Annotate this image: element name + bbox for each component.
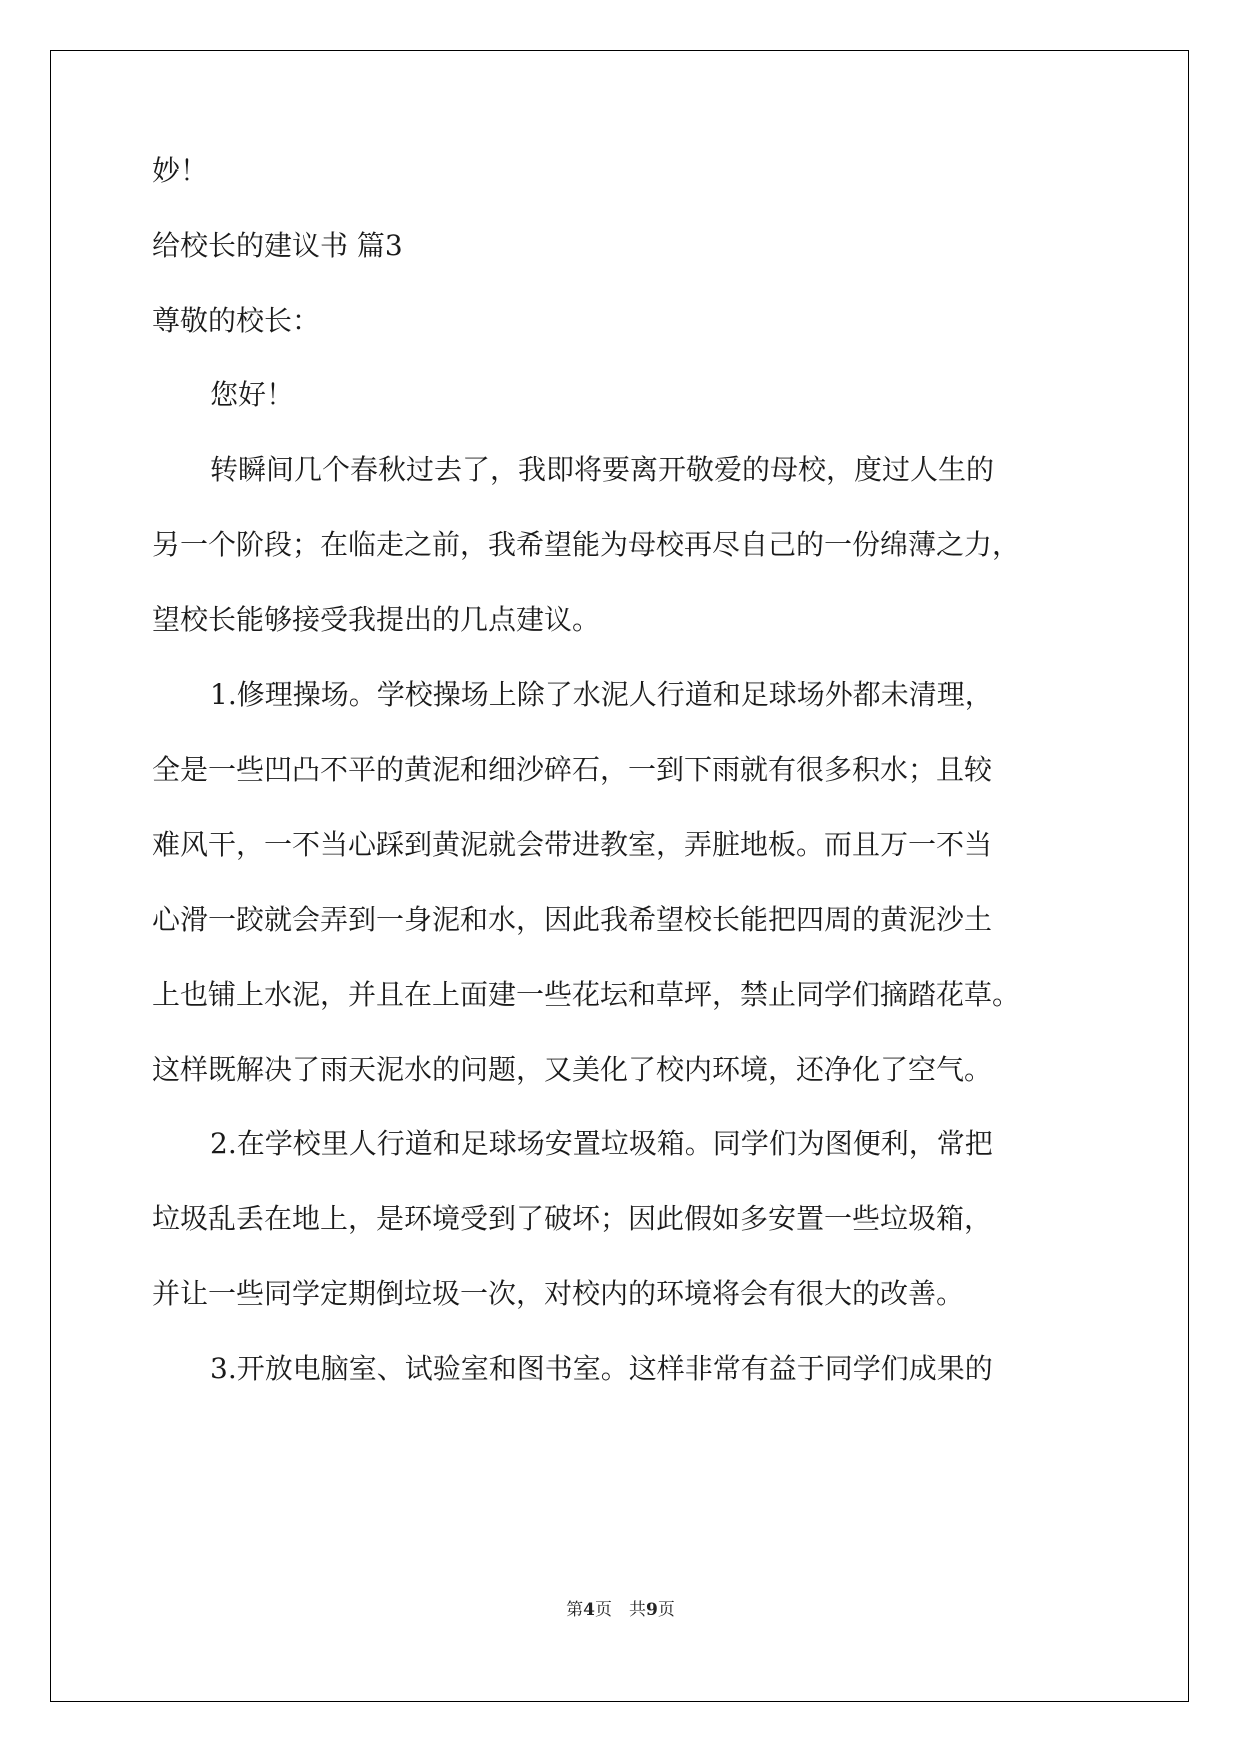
footer-suffix: 页 <box>657 1600 675 1620</box>
text-line: 心滑一跤就会弄到一身泥和水，因此我希望校长能把四周的黄泥沙土 <box>152 903 993 936</box>
text-line: 难风干，一不当心踩到黄泥就会带进教室，弄脏地板。而且万一不当 <box>152 828 993 861</box>
text-line: 并让一些同学定期倒垃圾一次，对校内的环境将会有很大的改善。 <box>152 1277 965 1310</box>
text-line: 上也铺上水泥，并且在上面建一些花坛和草坪，禁止同学们摘踏花草。 <box>152 978 1021 1011</box>
page-border <box>50 50 1189 1702</box>
total-pages-number: 9 <box>646 1600 658 1620</box>
footer-middle: 页 共 <box>595 1600 646 1620</box>
text-line: 另一个阶段；在临走之前，我希望能为母校再尽自己的一份绵薄之力， <box>152 528 1021 561</box>
text-line: 妙！ <box>152 154 209 187</box>
salutation: 尊敬的校长： <box>152 304 321 337</box>
text-line: 这样既解决了雨天泥水的问题，又美化了校内环境，还净化了空气。 <box>152 1053 993 1086</box>
greeting: 您好！ <box>210 378 295 411</box>
text-line: 2.在学校里人行道和足球场安置垃圾箱。同学们为图便利，常把 <box>210 1127 993 1160</box>
section-title: 给校长的建议书 篇3 <box>152 229 403 262</box>
text-line: 垃圾乱丢在地上，是环境受到了破坏；因此假如多安置一些垃圾箱， <box>152 1202 993 1235</box>
current-page-number: 4 <box>583 1600 595 1620</box>
text-line: 1.修理操场。学校操场上除了水泥人行道和足球场外都未清理， <box>210 678 993 711</box>
text-line: 转瞬间几个春秋过去了，我即将要离开敬爱的母校，度过人生的 <box>210 453 995 486</box>
text-line: 望校长能够接受我提出的几点建议。 <box>152 603 601 636</box>
text-line: 全是一些凹凸不平的黄泥和细沙碎石，一到下雨就有很多积水；且较 <box>152 753 993 786</box>
footer-prefix: 第 <box>566 1600 584 1620</box>
page-footer <box>0 1598 1241 1622</box>
text-line: 3.开放电脑室、试验室和图书室。这样非常有益于同学们成果的 <box>210 1352 993 1385</box>
